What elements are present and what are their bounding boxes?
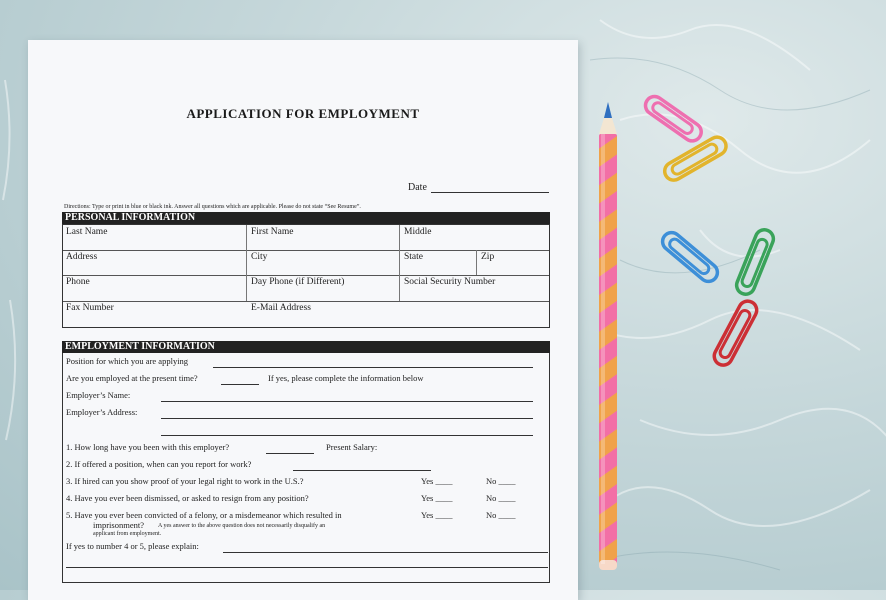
paper-clips-bottom — [655, 222, 785, 382]
fax-field[interactable]: Fax Number — [66, 303, 114, 313]
date-label: Date — [408, 182, 427, 193]
employment-info-box — [62, 353, 550, 583]
last-name-field[interactable]: Last Name — [66, 227, 108, 237]
red-paper-clip[interactable] — [711, 298, 760, 368]
q5-note-cont: applicant from employment. — [93, 531, 162, 537]
date-field[interactable] — [408, 182, 549, 193]
paper-clips-top — [630, 90, 750, 200]
pink-paper-clip[interactable] — [642, 93, 705, 144]
pen-cone — [599, 118, 617, 134]
explain-line-2[interactable] — [66, 567, 548, 568]
col-divider — [246, 225, 247, 301]
position-line[interactable] — [213, 367, 533, 368]
col-divider — [399, 225, 400, 301]
q5-note: A yes answer to the above question does not necessarily disqualify an — [158, 523, 326, 529]
q3-yes[interactable]: Yes ____ — [421, 476, 453, 486]
q5-label: 5. Have you ever been convicted of a felony, or a misdemeanor which resulted in — [66, 510, 342, 520]
personal-info-box — [62, 224, 550, 328]
q4-label: 4. Have you ever been dismissed, or asked to resign from any position? — [66, 493, 309, 503]
present-salary-label: Present Salary: — [326, 442, 378, 452]
employment-info-header: EMPLOYMENT INFORMATION — [62, 341, 550, 353]
row-divider — [63, 275, 549, 276]
employer-name-line[interactable] — [161, 401, 533, 402]
pen-tip — [604, 102, 612, 118]
pen-highlight — [601, 134, 605, 564]
date-line — [431, 183, 549, 193]
phone-field[interactable]: Phone — [66, 277, 90, 287]
email-field[interactable]: E-Mail Address — [251, 303, 311, 313]
zip-field[interactable]: Zip — [481, 252, 495, 262]
directions-text: Directions: Type or print in blue or black ink. Answer all questions which are applicable. Please do not state “See Resume”. — [64, 204, 361, 210]
striped-pen[interactable] — [590, 100, 626, 580]
employed-now-label: Are you employed at the present time? — [66, 373, 198, 383]
q2-label: 2. If offered a position, when can you report for work? — [66, 459, 252, 469]
q4-no[interactable]: No ____ — [486, 493, 516, 503]
address-field[interactable]: Address — [66, 252, 98, 262]
first-name-field[interactable]: First Name — [251, 227, 294, 237]
q1-line[interactable] — [266, 453, 314, 454]
if-yes-label: If yes, please complete the information below — [268, 373, 424, 383]
q5-label-cont: imprisonment? — [93, 520, 144, 530]
city-field[interactable]: City — [251, 252, 268, 262]
explain-label: If yes to number 4 or 5, please explain: — [66, 541, 199, 551]
employer-address-label: Employer’s Address: — [66, 407, 138, 417]
application-form-paper — [28, 40, 578, 600]
employer-name-label: Employer’s Name: — [66, 390, 131, 400]
col-divider — [476, 250, 477, 275]
position-label: Position for which you are applying — [66, 356, 189, 366]
state-field[interactable]: State — [404, 252, 423, 262]
q5-yes[interactable]: Yes ____ — [421, 510, 453, 520]
green-paper-clip[interactable] — [734, 227, 776, 297]
row-divider — [63, 301, 549, 302]
middle-field[interactable]: Middle — [404, 227, 432, 237]
ssn-field[interactable]: Social Security Number — [404, 277, 496, 287]
personal-info-header: PERSONAL INFORMATION — [62, 212, 550, 224]
form-title: APPLICATION FOR EMPLOYMENT — [186, 106, 420, 121]
q3-label: 3. If hired can you show proof of your legal right to work in the U.S.? — [66, 476, 304, 486]
q4-yes[interactable]: Yes ____ — [421, 493, 453, 503]
q5-no[interactable]: No ____ — [486, 510, 516, 520]
blue-paper-clip[interactable] — [659, 229, 721, 285]
q3-no[interactable]: No ____ — [486, 476, 516, 486]
day-phone-field[interactable]: Day Phone (if Different) — [251, 277, 345, 287]
q1-label: 1. How long have you been with this employer? — [66, 442, 230, 452]
employer-address-line-2[interactable] — [161, 435, 533, 436]
employed-now-line[interactable] — [221, 384, 259, 385]
explain-line[interactable] — [223, 552, 548, 553]
employer-address-line[interactable] — [161, 418, 533, 419]
q2-line[interactable] — [293, 470, 431, 471]
